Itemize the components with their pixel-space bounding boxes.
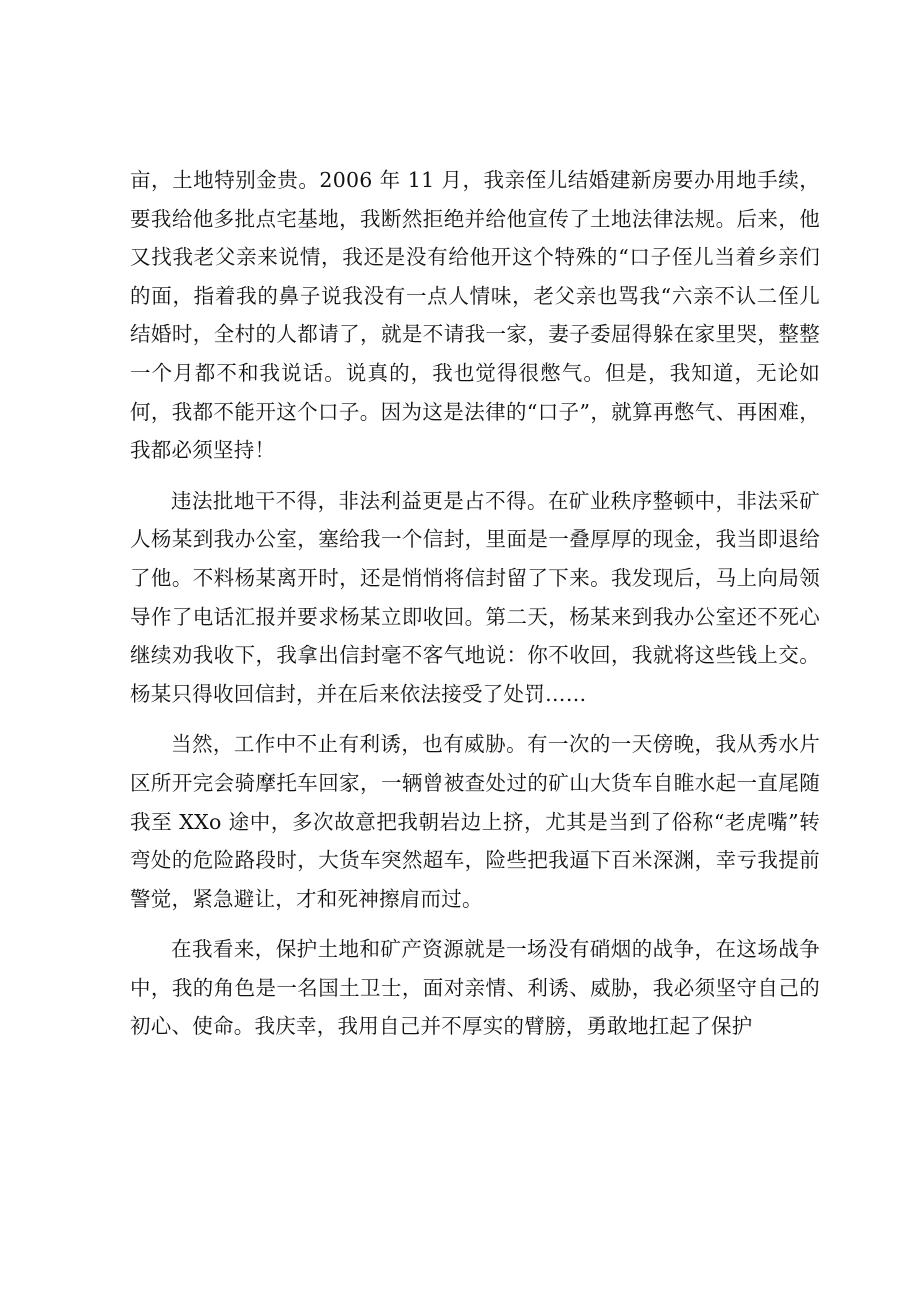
document-body	[130, 161, 820, 1058]
paragraph-3: 当然，工作中不止有利诱，也有威胁。有一次的一天傍晚，我从秀水片区所开完会骑摩托车回家，一辆曾被查处过的矿山大货车自睢水起一直尾随我至 XXo 途中，多次故意把我朝岩边上挤，尤其是当到了俗称“老虎嘴”转弯处的危险路段时，大货车突然超车，险些把我逼下百米深渊，幸亏我提前警觉，紧急避让，才和死神擦肩而过。	[130, 732, 820, 911]
paragraph-2: 违法批地干不得，非法利益更是占不得。在矿业秩序整顿中，非法采矿人杨某到我办公室，塞给我一个信封，里面是一叠厚厚的现金，我当即退给了他。不料杨某离开时，还是悄悄将信封留了下来。我发现后，马上向局领导作了电话汇报并要求杨某立即收回。第二天，杨某来到我办公室还不死心继续劝我收下，我拿出信封毫不客气地说：你不收回，我就将这些钱上交。杨某只得收回信封，并在后来依法接受了处罚……	[130, 488, 820, 706]
paragraph-4: 在我看来，保护土地和矿产资源就是一场没有硝烟的战争，在这场战争中，我的角色是一名国土卫士，面对亲情、利诱、威胁，我必须坚守自己的初心、使命。我庆幸，我用自己并不厚实的臂膀，勇敢地扛起了保护	[130, 937, 820, 1039]
paragraph-1: 亩，土地特别金贵。2006 年 11 月，我亲侄儿结婚建新房要办用地手续，要我给他多批点宅基地，我断然拒绝并给他宣传了土地法律法规。后来，他又找我老父亲来说情，我还是没有给他开这个特殊的“口子侄儿当着乡亲们的面，指着我的鼻子说我没有一点人情味，老父亲也骂我“六亲不认二侄儿结婚时，全村的人都请了，就是不请我一家，妻子委屈得躲在家里哭，整整一个月都不和我说话。说真的，我也觉得很憋气。但是，我知道，无论如何，我都不能开这个口子。因为这是法律的“口子”，就算再憋气、再困难，我都必须坚持！	[130, 168, 820, 463]
